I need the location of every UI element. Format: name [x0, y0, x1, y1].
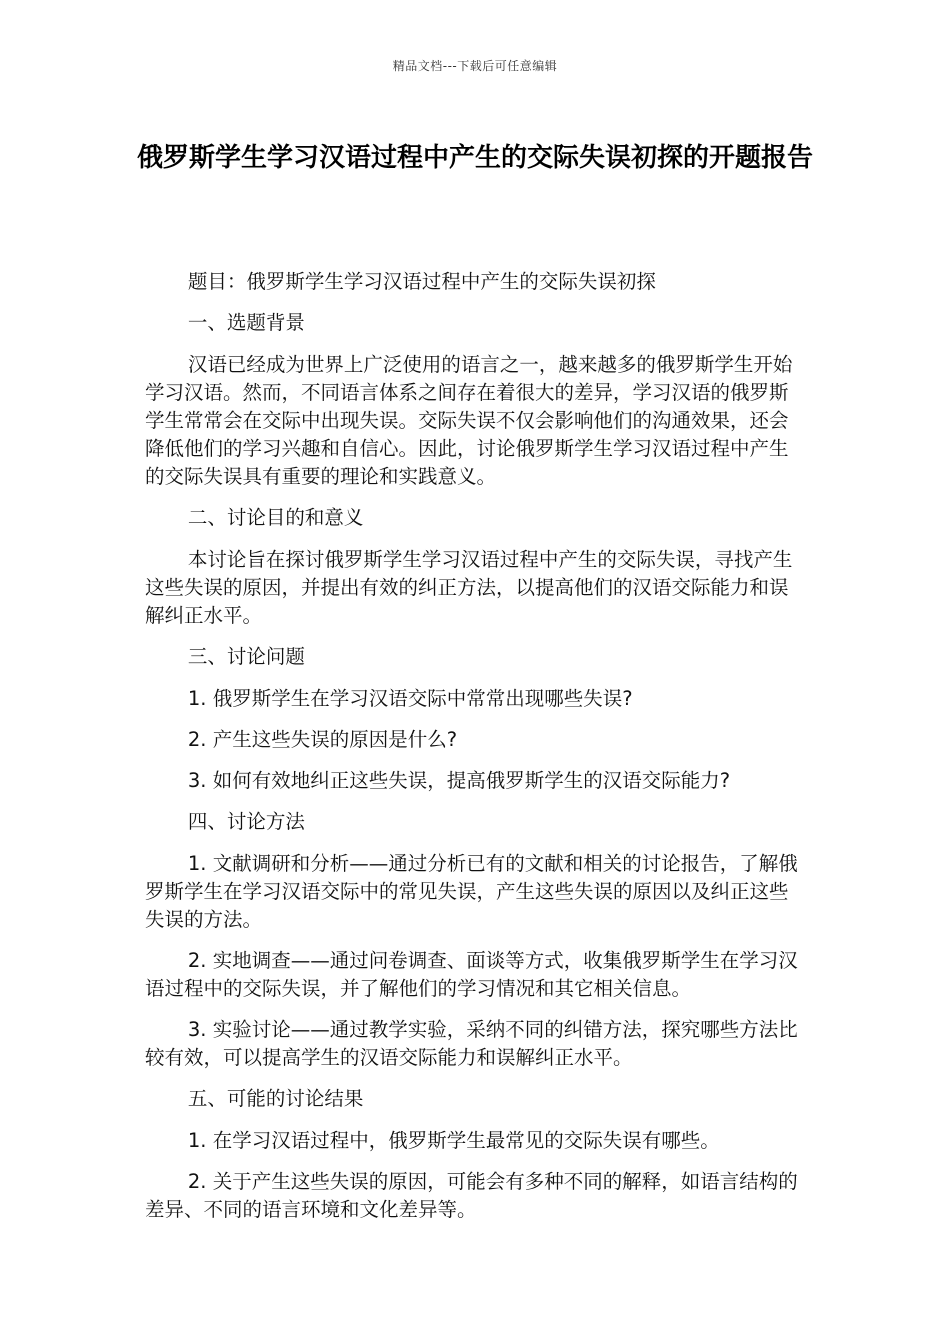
list-item: 2. 产生这些失误的原因是什么?	[187, 728, 458, 751]
list-item: 1. 俄罗斯学生在学习汉语交际中常常出现哪些失误?	[187, 687, 633, 710]
list-item: 3. 实验讨论——通过教学实验，采纳不同的纠错方法，探究哪些方法比较有效，可以提高学生的汉语交际能力和误解纠正水平。	[145, 1018, 798, 1069]
section-heading: 二、讨论目的和意义	[187, 506, 364, 529]
list-item: 1. 文献调研和分析——通过分析已有的文献和相关的讨论报告，了解俄罗斯学生在学习汉语交际中的常见失误，产生这些失误的原因以及纠正这些失误的方法。	[145, 852, 798, 931]
list-item: 2. 实地调查——通过问卷调查、面谈等方式，收集俄罗斯学生在学习汉语过程中的交际失误，并了解他们的学习情况和其它相关信息。	[145, 949, 798, 1000]
section-heading: 三、讨论问题	[187, 645, 305, 668]
body-paragraph: 本讨论旨在探讨俄罗斯学生学习汉语过程中产生的交际失误，寻找产生这些失误的原因，并提出有效的纠正方法，以提高他们的汉语交际能力和误解纠正水平。	[145, 548, 793, 627]
list-item: 2. 关于产生这些失误的原因，可能会有多种不同的解释，如语言结构的差异、不同的语言环境和文化差异等。	[145, 1170, 798, 1221]
page-title: 俄罗斯学生学习汉语过程中产生的交际失误初探的开题报告	[136, 143, 813, 173]
section-heading: 五、可能的讨论结果	[187, 1087, 364, 1110]
document-body	[145, 268, 805, 1237]
list-item: 3. 如何有效地纠正这些失误，提高俄罗斯学生的汉语交际能力?	[187, 769, 731, 792]
section-heading: 一、选题背景	[187, 311, 305, 334]
topic-line: 题目：俄罗斯学生学习汉语过程中产生的交际失误初探	[187, 270, 656, 293]
body-paragraph: 汉语已经成为世界上广泛使用的语言之一，越来越多的俄罗斯学生开始学习汉语。然而，不同语言体系之间存在着很大的差异，学习汉语的俄罗斯学生常常会在交际中出现失误。交际失误不仅会影响他们的沟通效果，还会降低他们的学习兴趣和自信心。因此，讨论俄罗斯学生学习汉语过程中产生的交际失误具有重要的理论和实践意义。	[145, 353, 793, 488]
list-item: 1. 在学习汉语过程中，俄罗斯学生最常见的交际失误有哪些。	[187, 1129, 720, 1152]
section-heading: 四、讨论方法	[187, 810, 305, 833]
header-note: 精品文档---下载后可任意编辑	[392, 59, 558, 73]
